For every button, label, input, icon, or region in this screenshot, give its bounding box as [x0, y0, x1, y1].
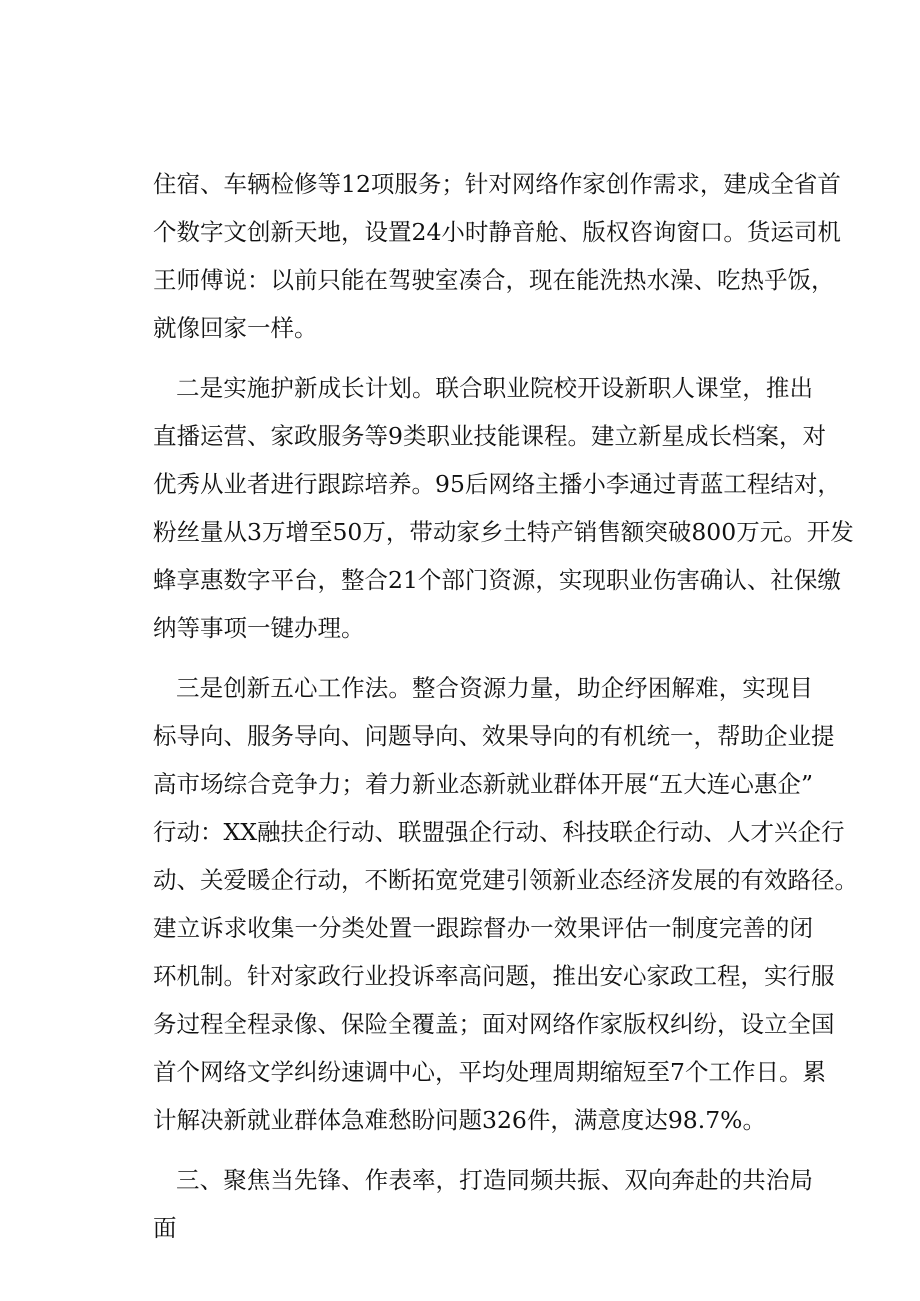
paragraph-1-line-1: 住宿、车辆检修等12项服务；针对网络作家创作需求，建成全省首 — [153, 170, 841, 198]
paragraph-1-line-4: 就像回家一样。 — [153, 314, 318, 342]
paragraph-3-line-3: 高市场综合竞争力；着力新业态新就业群体开展“五大连心惠企” — [153, 770, 813, 798]
paragraph-2-line-5: 蜂享惠数字平台，整合21个部门资源，实现职业伤害确认、社保缴 — [153, 566, 841, 594]
paragraph-2-line-6: 纳等事项一键办理。 — [153, 614, 365, 642]
paragraph-2-line-3: 优秀从业者进行跟踪培养。95后网络主播小李通过青蓝工程结对， — [153, 470, 841, 498]
paragraph-1-line-2: 个数字文创新天地，设置24小时静音舱、版权咨询窗口。货运司机 — [153, 218, 841, 246]
paragraph-2-line-1: 二是实施护新成长计划。联合职业院校开设新职人课堂，推出 — [176, 374, 813, 402]
paragraph-3-line-5: 动、关爱暖企行动，不断拓宽党建引领新业态经济发展的有效路径。 — [153, 866, 858, 894]
paragraph-3-line-6: 建立诉求收集一分类处置一跟踪督办一效果评估一制度完善的闭 — [153, 914, 813, 942]
paragraph-3-line-1: 三是创新五心工作法。整合资源力量，助企纾困解难，实现目 — [176, 674, 813, 702]
paragraph-2-line-4: 粉丝量从3万增至50万，带动家乡土特产销售额突破800万元。开发 — [153, 518, 854, 546]
paragraph-3-line-10: 计解决新就业群体急难愁盼问题326件，满意度达98.7%。 — [153, 1106, 767, 1134]
paragraph-3-line-9: 首个网络文学纠纷速调中心，平均处理周期缩短至7个工作日。累 — [153, 1058, 826, 1086]
section-heading-3-line-1: 三、聚焦当先锋、作表率，打造同频共振、双向奔赴的共治局 — [176, 1166, 813, 1194]
section-heading-3-line-2: 面 — [153, 1214, 177, 1242]
paragraph-3-line-7: 环机制。针对家政行业投诉率高问题，推出安心家政工程，实行服 — [153, 962, 835, 990]
paragraph-3-line-4: 行动：XX融扶企行动、联盟强企行动、科技联企行动、人才兴企行 — [153, 818, 845, 846]
paragraph-3-line-8: 务过程全程录像、保险全覆盖；面对网络作家版权纠纷，设立全国 — [153, 1010, 835, 1038]
paragraph-2-line-2: 直播运营、家政服务等9类职业技能课程。建立新星成长档案，对 — [153, 422, 826, 450]
paragraph-3-line-2: 标导向、服务导向、问题导向、效果导向的有机统一，帮助企业提 — [153, 722, 835, 750]
paragraph-1-line-3: 王师傅说：以前只能在驾驶室凑合，现在能洗热水澡、吃热乎饭， — [153, 266, 835, 294]
